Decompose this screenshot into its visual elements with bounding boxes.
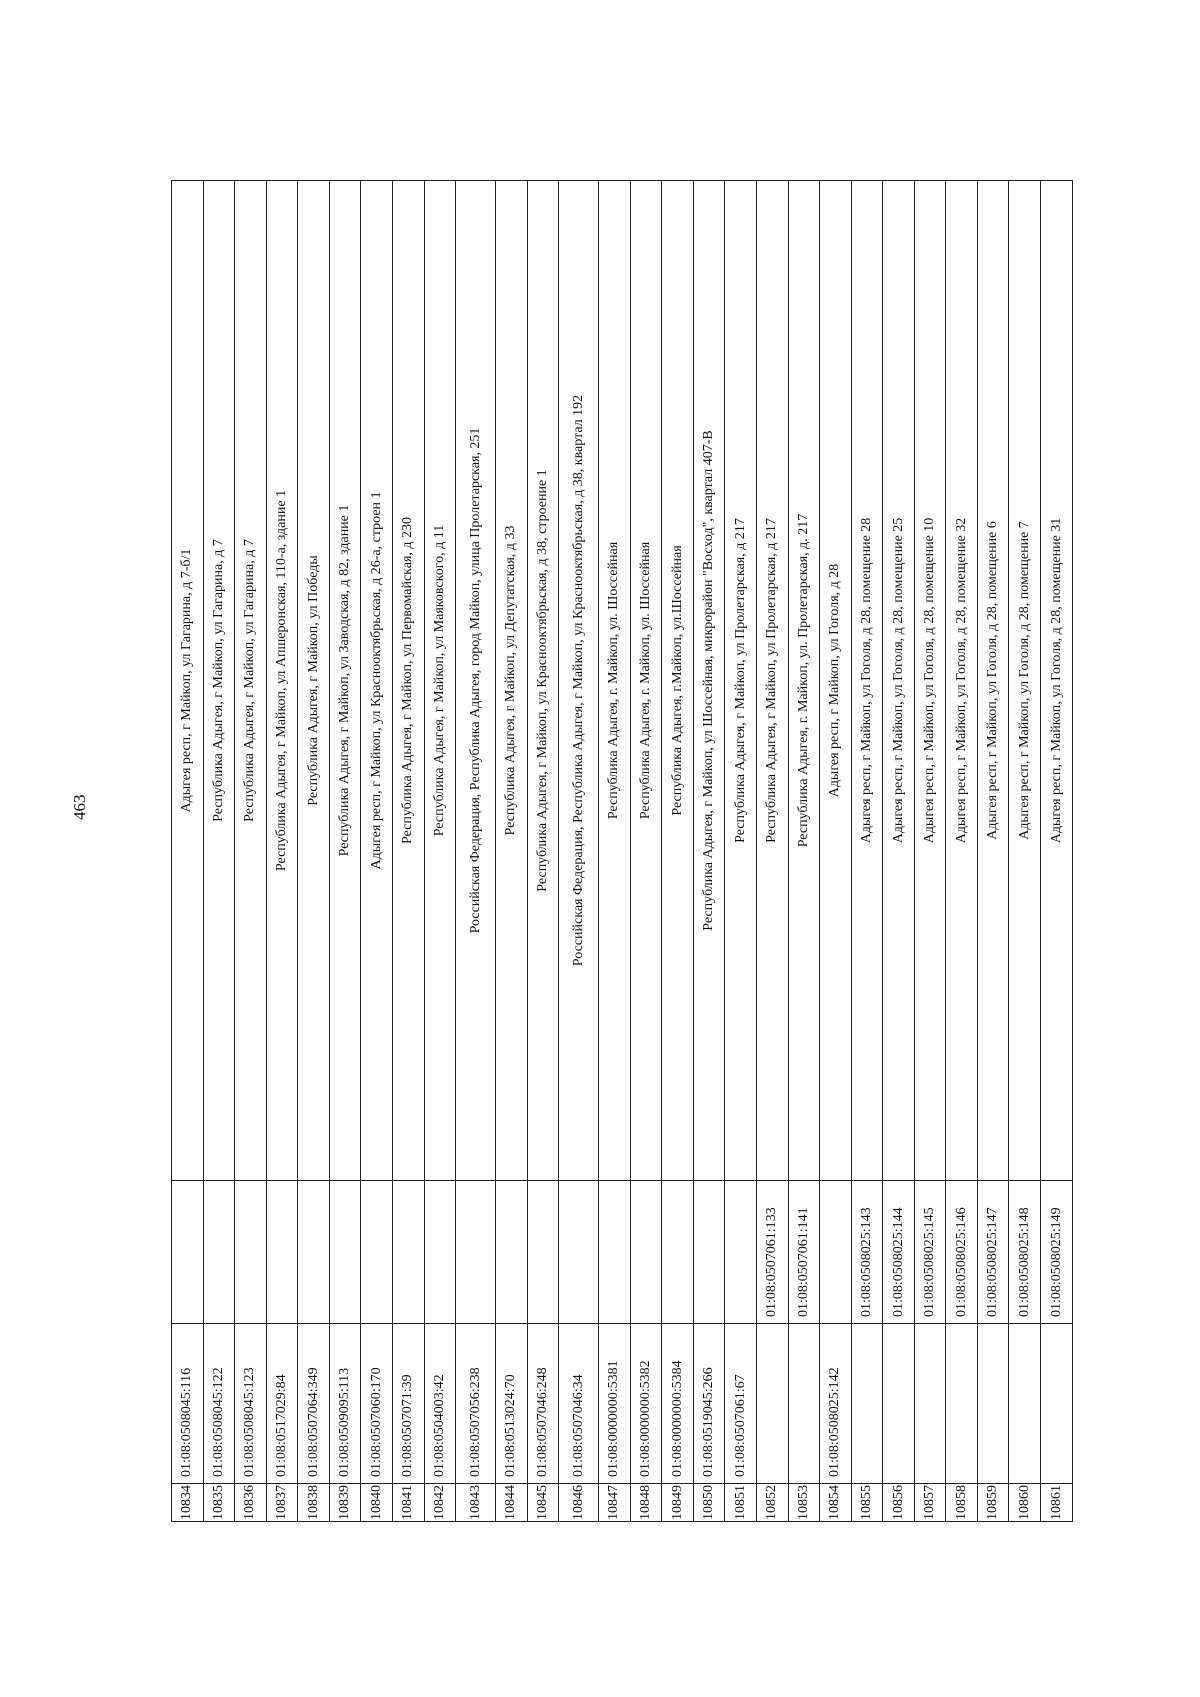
cadastral-number-linked — [599, 1181, 631, 1324]
table-row — [788, 181, 820, 1522]
registry-rows — [172, 181, 1073, 1522]
cadastral-number: 01:08:0507061:67 — [725, 1324, 757, 1484]
cadastral-number-linked: 01:08:0507061:133 — [756, 1181, 788, 1324]
row-number: 10847 — [599, 1484, 631, 1522]
cadastral-number: 01:08:0507056:238 — [456, 1324, 496, 1484]
table-row — [1041, 181, 1073, 1522]
table-row — [599, 181, 631, 1522]
row-number: 10851 — [725, 1484, 757, 1522]
address: Республика Адыгея, г Майкоп, ул Пролетарская, д 217 — [725, 181, 757, 1181]
cadastral-number-linked — [693, 1181, 725, 1324]
row-number: 10852 — [756, 1484, 788, 1522]
row-number: 10857 — [914, 1484, 946, 1522]
cadastral-number-linked — [559, 1181, 599, 1324]
cadastral-number-linked — [630, 1181, 662, 1324]
table-row — [361, 181, 393, 1522]
cadastral-number-linked — [172, 1181, 204, 1324]
cadastral-number: 01:08:0508045:122 — [203, 1324, 235, 1484]
table-row — [172, 181, 204, 1522]
address: Адыгея респ, г Майкоп, ул Гоголя, д 28, помещение 32 — [946, 181, 978, 1181]
cadastral-number: 01:08:0507046:34 — [559, 1324, 599, 1484]
address: Республика Адыгея, г. Майкоп, ул. Шоссейная — [630, 181, 662, 1181]
cadastral-number: 01:08:0507071:39 — [392, 1324, 424, 1484]
cadastral-number-linked — [361, 1181, 393, 1324]
row-number: 10841 — [392, 1484, 424, 1522]
cadastral-number-linked — [329, 1181, 361, 1324]
table-row — [559, 181, 599, 1522]
row-number: 10860 — [1009, 1484, 1041, 1522]
address: Республика Адыгея, г Майкоп, ул Заводская, д 82, здание 1 — [329, 181, 361, 1181]
cadastral-number: 01:08:0508025:142 — [820, 1324, 852, 1484]
table-row — [725, 181, 757, 1522]
cadastral-number: 01:08:0508045:116 — [172, 1324, 204, 1484]
registry-table — [171, 180, 1073, 1522]
cadastral-number — [851, 1324, 883, 1484]
cadastral-number: 01:08:0000000:5381 — [599, 1324, 631, 1484]
address: Республика Адыгея, г Майкоп, ул Гагарина, д 7 — [235, 181, 267, 1181]
address: Республика Адыгея, г Майкоп, ул Депутатская, д 33 — [496, 181, 528, 1181]
cadastral-number: 01:08:0517029:84 — [266, 1324, 298, 1484]
table-row — [662, 181, 694, 1522]
address: Республика Адыгея, г Майкоп, ул Победы — [298, 181, 330, 1181]
cadastral-number-linked — [496, 1181, 528, 1324]
row-number: 10844 — [496, 1484, 528, 1522]
table-row — [883, 181, 915, 1522]
row-number: 10856 — [883, 1484, 915, 1522]
cadastral-number-linked — [527, 1181, 559, 1324]
row-number: 10837 — [266, 1484, 298, 1522]
page-number: 463 — [70, 794, 89, 820]
table-row — [851, 181, 883, 1522]
cadastral-number-linked: 01:08:0508025:149 — [1041, 1181, 1073, 1324]
address: Республика Адыгея, г Майкоп, ул Гагарина, д 7 — [203, 181, 235, 1181]
address: Республика Адыгея, г Майкоп, ул Пролетарская, д 217 — [756, 181, 788, 1181]
cadastral-number — [977, 1324, 1009, 1484]
address: Российская Федерация, Республика Адыгея, г Майкоп, ул Краснооктябрьская, д 38, квартал 192 — [559, 181, 599, 1181]
cadastral-number — [1009, 1324, 1041, 1484]
address: Республика Адыгея, г. Майкоп, ул. Шоссейная — [599, 181, 631, 1181]
address: Адыгея респ, г Майкоп, ул Гоголя, д 28, помещение 28 — [851, 181, 883, 1181]
cadastral-number — [756, 1324, 788, 1484]
address: Адыгея респ, г Майкоп, ул Гоголя, д 28, помещение 25 — [883, 181, 915, 1181]
address: Республика Адыгея, г Майкоп, ул Первомайская, д 230 — [392, 181, 424, 1181]
address: Республика Адыгея, г Майкоп, ул Апшеронская, 110-а, здание 1 — [266, 181, 298, 1181]
row-number: 10835 — [203, 1484, 235, 1522]
table-row — [235, 181, 267, 1522]
cadastral-number-linked — [203, 1181, 235, 1324]
cadastral-number-linked — [392, 1181, 424, 1324]
row-number: 10848 — [630, 1484, 662, 1522]
cadastral-number-linked: 01:08:0508025:148 — [1009, 1181, 1041, 1324]
table-row — [456, 181, 496, 1522]
address: Республика Адыгея, г.Майкоп, ул.Шоссейная — [662, 181, 694, 1181]
table-row — [946, 181, 978, 1522]
row-number: 10840 — [361, 1484, 393, 1522]
cadastral-number: 01:08:0519045:266 — [693, 1324, 725, 1484]
cadastral-number: 01:08:0000000:5384 — [662, 1324, 694, 1484]
cadastral-number — [1041, 1324, 1073, 1484]
table-row — [977, 181, 1009, 1522]
cadastral-number: 01:08:0508045:123 — [235, 1324, 267, 1484]
row-number: 10845 — [527, 1484, 559, 1522]
address: Российская Федерация, Республика Адыгея, город Майкоп, улица Пролетарская, 251 — [456, 181, 496, 1181]
row-number: 10836 — [235, 1484, 267, 1522]
address: Адыгея респ, г Майкоп, ул Гагарина, д 7-б/1 — [172, 181, 204, 1181]
cadastral-number: 01:08:0507046:248 — [527, 1324, 559, 1484]
cadastral-number-linked — [662, 1181, 694, 1324]
address: Республика Адыгея, г. Майкоп, ул. Пролетарская, д. 217 — [788, 181, 820, 1181]
cadastral-number: 01:08:0507060:170 — [361, 1324, 393, 1484]
row-number: 10853 — [788, 1484, 820, 1522]
table-row — [424, 181, 456, 1522]
cadastral-number — [883, 1324, 915, 1484]
cadastral-number-linked: 01:08:0507061:141 — [788, 1181, 820, 1324]
cadastral-number-linked — [298, 1181, 330, 1324]
table-row — [496, 181, 528, 1522]
cadastral-number — [946, 1324, 978, 1484]
cadastral-number-linked — [820, 1181, 852, 1324]
cadastral-number: 01:08:0507064:349 — [298, 1324, 330, 1484]
table-row — [914, 181, 946, 1522]
row-number: 10846 — [559, 1484, 599, 1522]
table-row — [527, 181, 559, 1522]
cadastral-number: 01:08:0513024:70 — [496, 1324, 528, 1484]
cadastral-number-linked — [266, 1181, 298, 1324]
cadastral-number — [788, 1324, 820, 1484]
address: Адыгея респ, г Майкоп, ул Гоголя, д 28 — [820, 181, 852, 1181]
cadastral-number-linked: 01:08:0508025:145 — [914, 1181, 946, 1324]
cadastral-number — [914, 1324, 946, 1484]
address: Адыгея респ, г Майкоп, ул Гоголя, д 28, помещение 6 — [977, 181, 1009, 1181]
row-number: 10858 — [946, 1484, 978, 1522]
cadastral-number: 01:08:0509095:113 — [329, 1324, 361, 1484]
table-row — [392, 181, 424, 1522]
cadastral-number: 01:08:0504003:42 — [424, 1324, 456, 1484]
table-row — [820, 181, 852, 1522]
table-row — [756, 181, 788, 1522]
row-number: 10850 — [693, 1484, 725, 1522]
cadastral-number-linked — [424, 1181, 456, 1324]
address: Адыгея респ, г Майкоп, ул Гоголя, д 28, помещение 31 — [1041, 181, 1073, 1181]
table-row — [203, 181, 235, 1522]
row-number: 10861 — [1041, 1484, 1073, 1522]
cadastral-number-linked: 01:08:0508025:144 — [883, 1181, 915, 1324]
row-number: 10859 — [977, 1484, 1009, 1522]
row-number: 10855 — [851, 1484, 883, 1522]
row-number: 10843 — [456, 1484, 496, 1522]
table-row — [298, 181, 330, 1522]
row-number: 10854 — [820, 1484, 852, 1522]
table-row — [630, 181, 662, 1522]
address: Адыгея респ, г Майкоп, ул Гоголя, д 28, помещение 7 — [1009, 181, 1041, 1181]
address: Республика Адыгея, г Майкоп, ул Маяковского, д 11 — [424, 181, 456, 1181]
table-row — [329, 181, 361, 1522]
address: Республика Адыгея, г Майкоп, ул Шоссейная, микрорайон "Восход", квартал 407-В — [693, 181, 725, 1181]
table-row — [1009, 181, 1041, 1522]
cadastral-number: 01:08:0000000:5382 — [630, 1324, 662, 1484]
row-number: 10838 — [298, 1484, 330, 1522]
cadastral-number-linked: 01:08:0508025:147 — [977, 1181, 1009, 1324]
cadastral-number-linked — [235, 1181, 267, 1324]
cadastral-number-linked: 01:08:0508025:146 — [946, 1181, 978, 1324]
row-number: 10849 — [662, 1484, 694, 1522]
address: Республика Адыгея, г Майкоп, ул Краснооктябрьская, д 38, строение 1 — [527, 181, 559, 1181]
cadastral-number-linked — [725, 1181, 757, 1324]
address: Адыгея респ, г Майкоп, ул Краснооктябрьская, д 26-а, строен 1 — [361, 181, 393, 1181]
cadastral-number-linked — [456, 1181, 496, 1324]
row-number: 10834 — [172, 1484, 204, 1522]
row-number: 10842 — [424, 1484, 456, 1522]
registry-table-container — [171, 181, 1073, 1522]
table-row — [693, 181, 725, 1522]
cadastral-number-linked: 01:08:0508025:143 — [851, 1181, 883, 1324]
table-row — [266, 181, 298, 1522]
address: Адыгея респ, г Майкоп, ул Гоголя, д 28, помещение 10 — [914, 181, 946, 1181]
row-number: 10839 — [329, 1484, 361, 1522]
